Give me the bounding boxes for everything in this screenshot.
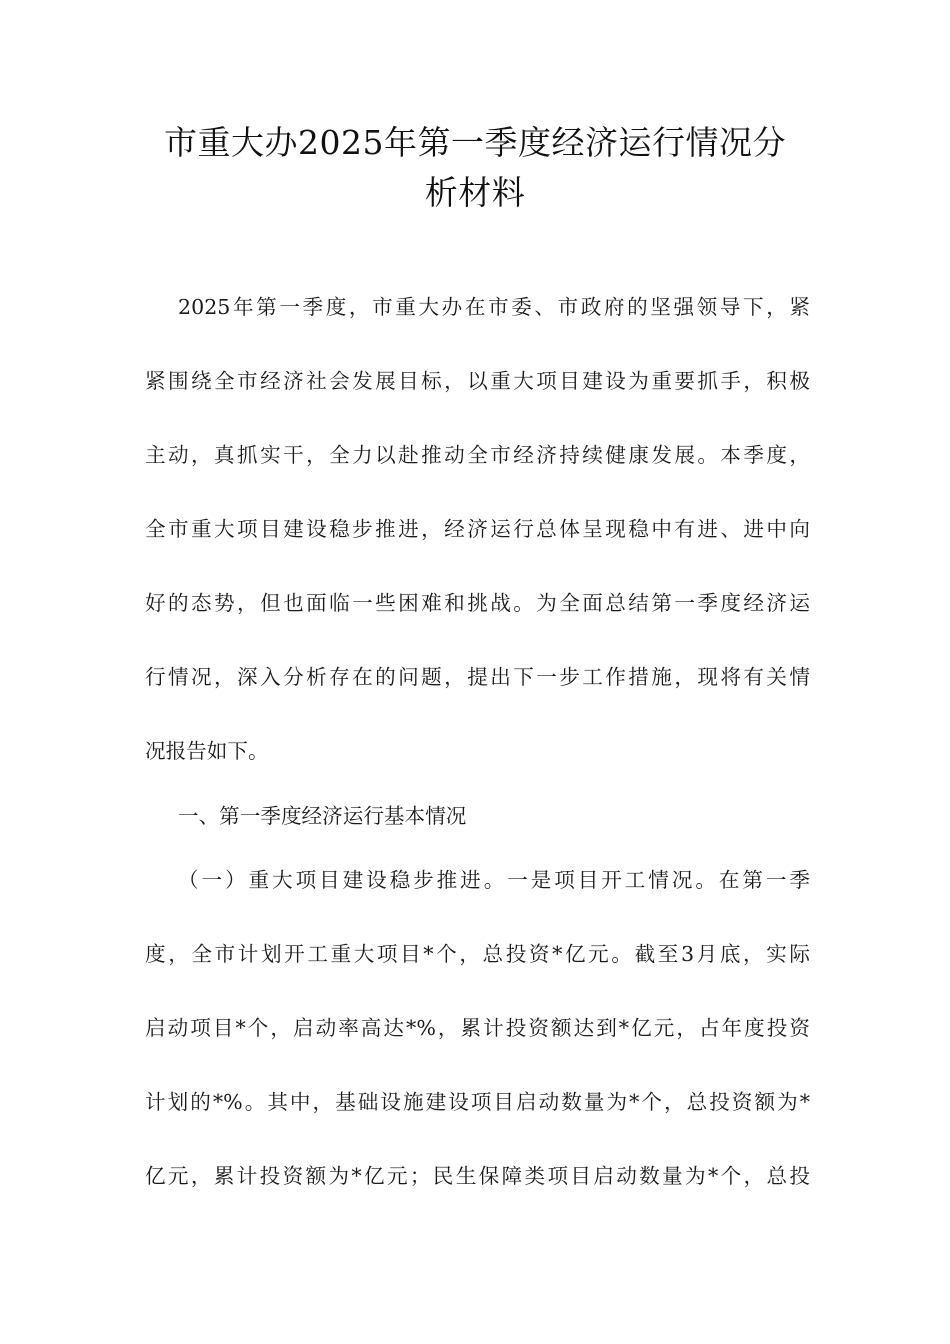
paragraph-line: 全市重大项目建设稳步推进，经济运行总体呈现稳中有进、进中向	[145, 517, 810, 541]
paragraph-line: 好的态势，但也面临一些困难和挑战。为全面总结第一季度经济运	[145, 591, 810, 615]
paragraph-line: 紧围绕全市经济社会发展目标，以重大项目建设为重要抓手，积极	[145, 369, 810, 393]
paragraph-line: 启动项目*个，启动率高达*%，累计投资额达到*亿元，占年度投资	[145, 1016, 810, 1040]
paragraph-line: （一）重大项目建设稳步推进。一是项目开工情况。在第一季	[178, 868, 810, 892]
title-line-2: 析材料	[424, 173, 526, 212]
paragraph-line: 2025年第一季度，市重大办在市委、市政府的坚强领导下，紧	[178, 295, 810, 319]
section-heading: 一、第一季度经济运行基本情况	[178, 804, 467, 828]
paragraph-line: 行情况，深入分析存在的问题，提出下一步工作措施，现将有关情	[145, 665, 810, 689]
paragraph-line: 况报告如下。	[145, 739, 269, 763]
paragraph-line: 主动，真抓实干，全力以赴推动全市经济持续健康发展。本季度，	[145, 443, 810, 467]
paragraph-line: 亿元，累计投资额为*亿元；民生保障类项目启动数量为*个，总投	[145, 1164, 810, 1188]
paragraph-line: 计划的*%。其中，基础设施建设项目启动数量为*个，总投资额为*	[145, 1090, 810, 1114]
paragraph-line: 度，全市计划开工重大项目*个，总投资*亿元。截至3月底，实际	[145, 942, 810, 966]
document-title	[140, 118, 810, 218]
title-line-1: 市重大办2025年第一季度经济运行情况分	[164, 123, 786, 162]
